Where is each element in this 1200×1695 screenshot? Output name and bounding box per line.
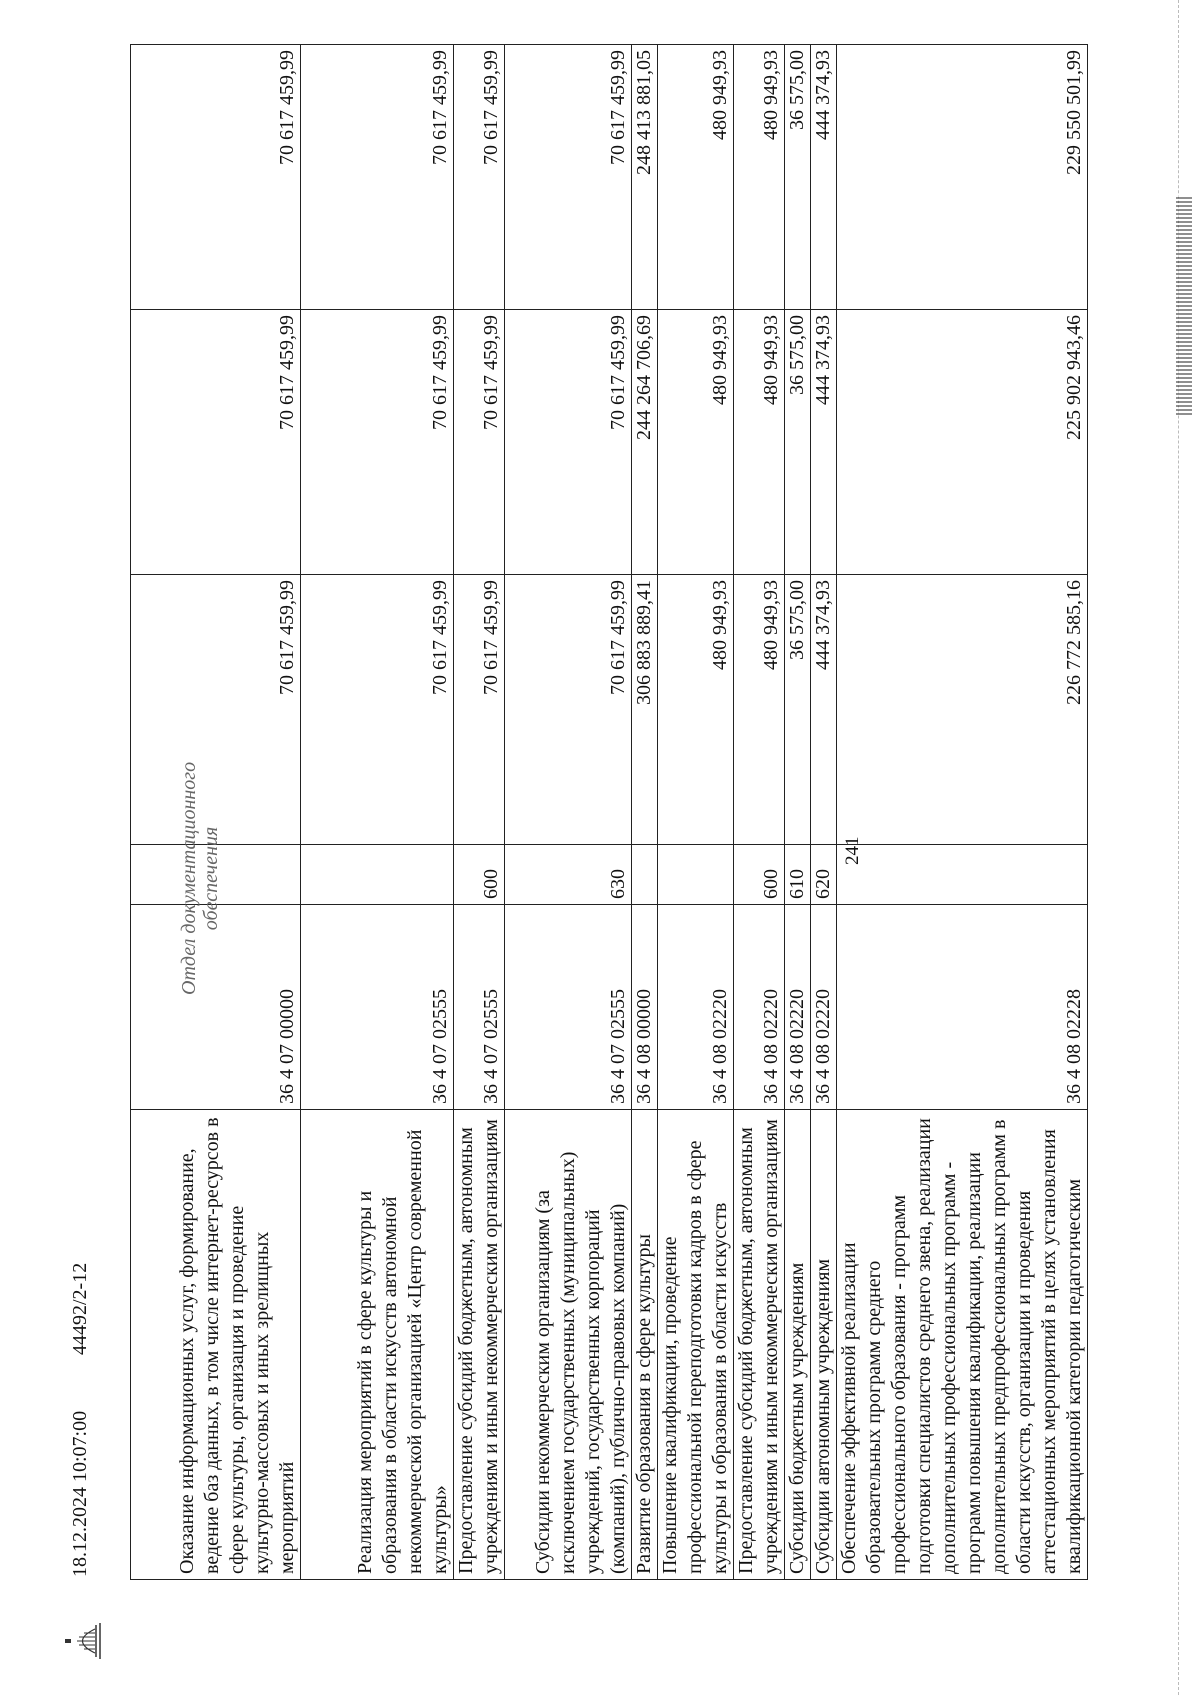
row-name-cell: Субсидии автономным учреждениям xyxy=(811,1110,837,1580)
row-amount-year2: 36 575,00 xyxy=(785,310,811,575)
row-amount-year3: 70 617 459,99 xyxy=(301,45,454,310)
row-amount-year3: 70 617 459,99 xyxy=(505,45,632,310)
row-name-cell: Развитие образования в сфере культуры xyxy=(632,1110,658,1580)
row-vr-cell xyxy=(632,845,658,905)
row-code-cell: 36 4 07 02555 xyxy=(454,905,505,1110)
row-amount-year1: 70 617 459,99 xyxy=(454,575,505,845)
row-code-cell: 36 4 08 02220 xyxy=(658,905,734,1110)
row-name-cell: Повышение квалификации, проведение профессиональной переподготовки кадров в сфере культуры и образования в области искусств xyxy=(658,1110,734,1580)
row-amount-year1: 226 772 585,16 xyxy=(837,575,1088,845)
row-amount-year2: 70 617 459,99 xyxy=(301,310,454,575)
page-number: 241 xyxy=(842,836,863,865)
row-amount-year2: 70 617 459,99 xyxy=(454,310,505,575)
row-amount-year3: 248 413 881,05 xyxy=(632,45,658,310)
row-vr-cell xyxy=(837,845,1088,905)
stamp-line-1: Отдел документационного xyxy=(178,761,200,995)
row-amount-year1: 306 883 889,41 xyxy=(632,575,658,845)
row-amount-year3: 444 374,93 xyxy=(811,45,837,310)
table-row xyxy=(454,45,505,1580)
row-vr-cell: 620 xyxy=(811,845,837,905)
row-amount-year3: 36 575,00 xyxy=(785,45,811,310)
row-name-cell: Субсидии бюджетным учреждениям xyxy=(785,1110,811,1580)
row-code-cell: 36 4 08 02220 xyxy=(734,905,785,1110)
table-row xyxy=(785,45,811,1580)
table-row xyxy=(837,45,1088,1580)
row-amount-year1: 36 575,00 xyxy=(785,575,811,845)
row-amount-year1: 480 949,93 xyxy=(658,575,734,845)
emblem-icon xyxy=(62,1619,102,1663)
table-row xyxy=(632,45,658,1580)
row-code-cell: 36 4 08 02228 xyxy=(837,905,1088,1110)
row-vr-cell xyxy=(658,845,734,905)
stamp-line-2: обеспечения xyxy=(200,826,222,931)
row-amount-year2: 244 264 706,69 xyxy=(632,310,658,575)
row-name-cell: Реализация мероприятий в сфере культуры и образования в области искусств автономной некоммерческой организацией «Центр современной культуры» xyxy=(301,1110,454,1580)
row-code-cell: 36 4 08 02220 xyxy=(811,905,837,1110)
budget-table xyxy=(130,44,1088,1580)
row-amount-year3: 229 550 501,99 xyxy=(837,45,1088,310)
row-amount-year1: 70 617 459,99 xyxy=(301,575,454,845)
row-code-cell: 36 4 08 00000 xyxy=(632,905,658,1110)
row-vr-cell: 600 xyxy=(454,845,505,905)
row-vr-cell xyxy=(301,845,454,905)
row-name-cell: Оказание информационных услуг, формирование, ведение баз данных, в том числе интернет-ресурсов в сфере культуры, организация и проведение культурно-массовых и иных зрелищных мероприятий xyxy=(131,1110,301,1580)
row-vr-cell: 600 xyxy=(734,845,785,905)
table-row xyxy=(658,45,734,1580)
table-row xyxy=(811,45,837,1580)
row-amount-year1: 444 374,93 xyxy=(811,575,837,845)
department-stamp xyxy=(178,762,222,995)
scan-edge-mark xyxy=(1176,195,1192,415)
row-amount-year3: 480 949,93 xyxy=(658,45,734,310)
row-name-cell: Обеспечение эффективной реализации образовательных программ среднего профессионального образования - программ подготовки специалистов среднего звена, реализации дополнительных профессиональных программ - программ повышения квалификации, реализации дополнительных предпрофессиональных программ в области искусств, организации и проведения аттестационных мероприятий в целях установления квалификационной категории педагогическим xyxy=(837,1110,1088,1580)
row-vr-cell: 610 xyxy=(785,845,811,905)
row-amount-year1: 480 949,93 xyxy=(734,575,785,845)
table-row xyxy=(301,45,454,1580)
table-body xyxy=(131,45,1088,1580)
row-amount-year3: 70 617 459,99 xyxy=(454,45,505,310)
row-amount-year3: 480 949,93 xyxy=(734,45,785,310)
row-amount-year2: 480 949,93 xyxy=(734,310,785,575)
row-amount-year2: 225 902 943,46 xyxy=(837,310,1088,575)
row-amount-year1: 70 617 459,99 xyxy=(131,575,301,845)
row-name-cell: Субсидии некоммерческим организациям (за исключением государственных (муниципальных) учреждений, государственных корпораций (компаний), публично-правовых компаний) xyxy=(505,1110,632,1580)
table-row xyxy=(505,45,632,1580)
footer-ref: 44492/2-12 xyxy=(69,1262,91,1355)
row-amount-year2: 444 374,93 xyxy=(811,310,837,575)
row-name-cell: Предоставление субсидий бюджетным, автономным учреждениям и иным некоммерческим организациям xyxy=(454,1110,505,1580)
row-code-cell: 36 4 08 02220 xyxy=(785,905,811,1110)
row-code-cell: 36 4 07 00000 xyxy=(131,905,301,1110)
row-amount-year1: 70 617 459,99 xyxy=(505,575,632,845)
row-vr-cell: 630 xyxy=(505,845,632,905)
footer-date: 18.12.2024 10:07:00 xyxy=(69,1410,91,1577)
row-code-cell: 36 4 07 02555 xyxy=(505,905,632,1110)
row-amount-year2: 480 949,93 xyxy=(658,310,734,575)
table-row xyxy=(734,45,785,1580)
row-code-cell: 36 4 07 02555 xyxy=(301,905,454,1110)
row-amount-year2: 70 617 459,99 xyxy=(505,310,632,575)
row-name-cell: Предоставление субсидий бюджетным, автономным учреждениям и иным некоммерческим организациям xyxy=(734,1110,785,1580)
row-amount-year3: 70 617 459,99 xyxy=(131,45,301,310)
row-amount-year2: 70 617 459,99 xyxy=(131,310,301,575)
